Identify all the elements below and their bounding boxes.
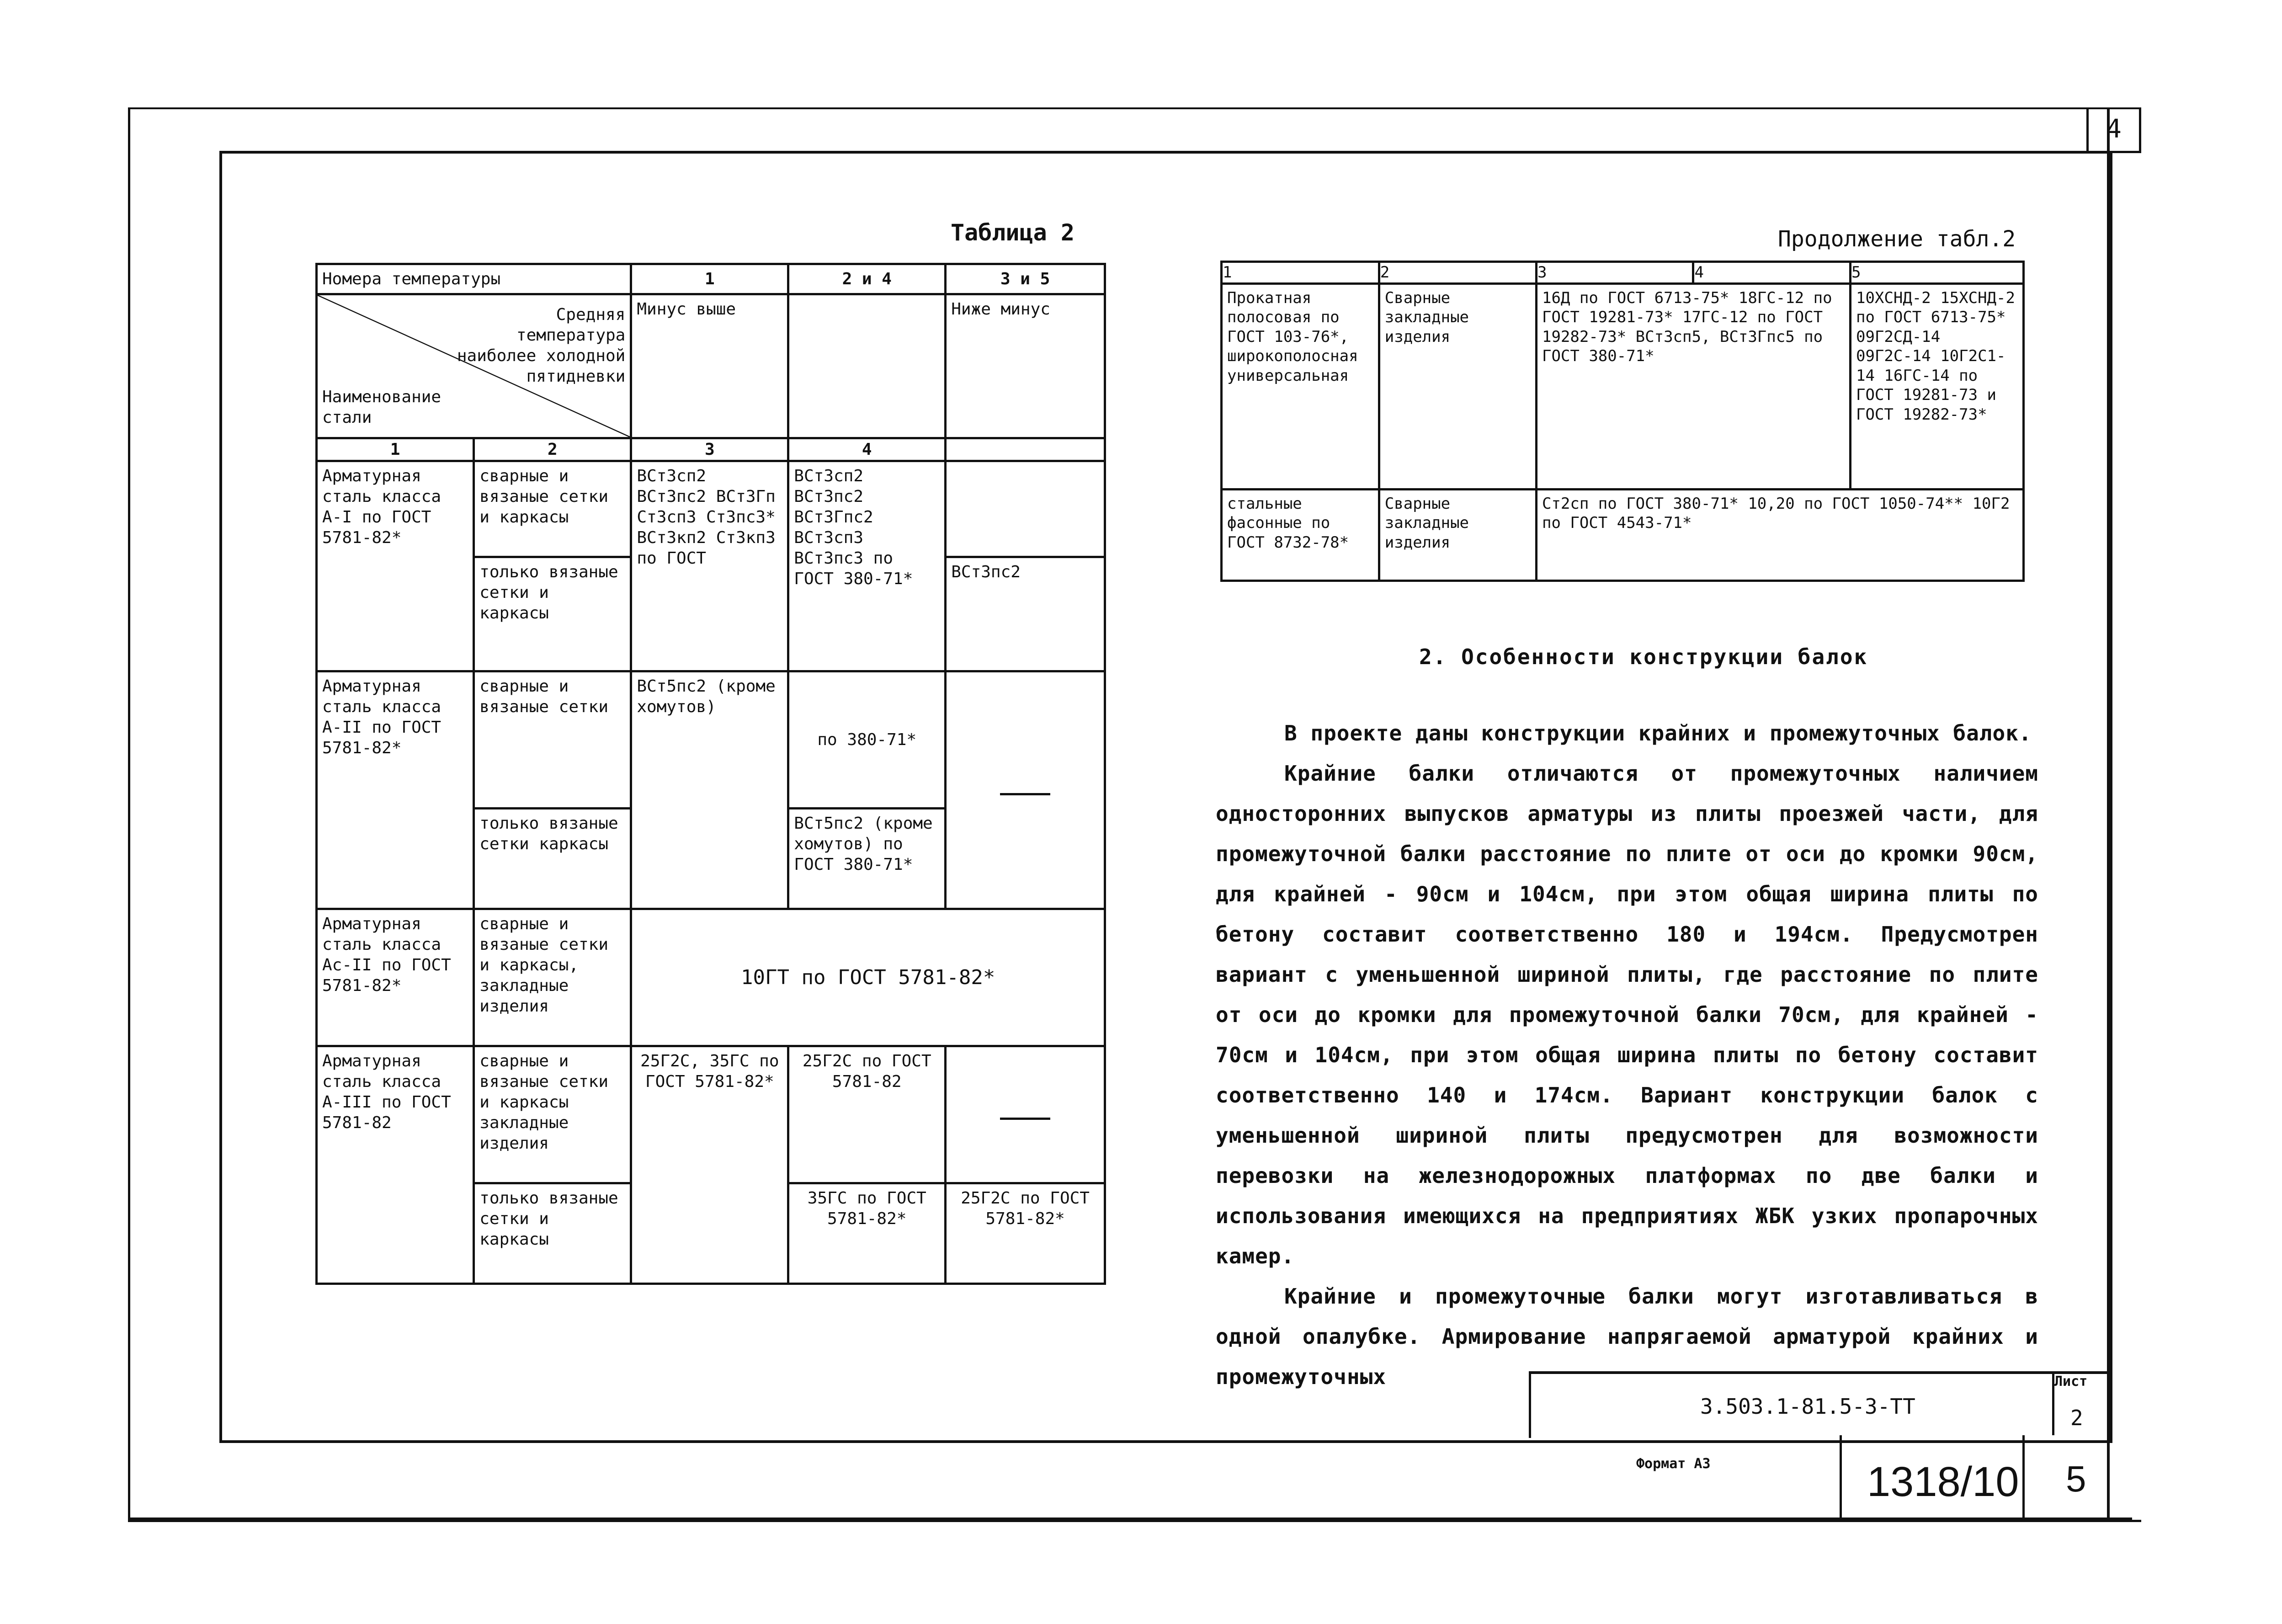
use-type: только вязаные сетки и каркасы [474,1183,631,1284]
table-row [1222,262,2024,284]
table2-row-label: Номера температуры [317,264,631,294]
continuation-table [1220,261,2025,582]
colnum-3: 3 [1536,262,1693,284]
use-type: только вязаные сетки каркасы [474,809,631,909]
dash-mark [1000,1118,1050,1120]
steel-grade: по 380-71* [788,671,946,809]
cont-r2c2: Сварные закладные изделия [1379,489,1536,580]
steel-name: Арматурная сталь класса А-III по ГОСТ 5781-82 [317,1046,474,1284]
table-row [1222,489,2024,580]
cont-r1c34: 16Д по ГОСТ 6713-75* 18ГС-12 по ГОСТ 19281-73* 17ГС-12 по ГОСТ 19282-73* ВСт3сп5, ВСт3Гпс5 по ГОСТ 380-71* [1536,283,1850,489]
diag-bottom-label: Наименование стали [322,388,442,427]
table2 [315,263,1106,1285]
paragraph-1: В проекте даны конструкции крайних и промежуточных балок. [1284,721,2032,745]
section-body [1216,713,2038,1397]
colnum-4: 4 [1693,262,1851,284]
use-type: сварные и вязаные сетки [474,671,631,809]
colnum-2: 2 [474,438,631,461]
paragraph-2: Крайние балки отличаются от промежуточных наличием односторонних выпусков арматуры из плиты проезжей части, для промежуточной балки расстояние по плите от оси до кромки 90см, для крайней - 90см и 104см, при этом общая ширина плиты по бетону составит соответственно 180 и 194см. Предусмотрен вариант с уменьшенной шириной плиты, где расстояние по плите от оси до кромки для промежуточной балки 70см, для крайней - 70см и 104см, при этом общая ширина плиты по бетону составит соответственно 140 и 174см. Вариант конструкции балок с уменьшенной шириной плиты предусмотрен для возможности перевозки на железнодорожных платформах по две балки и использования имеющихся на предприятиях ЖБК узких пропарочных камер. [1216,761,2038,1268]
paragraph-3: Крайние и промежуточные балки могут изготавливаться в одной опалубке. Армирование напрягаемой арматурой крайних и промежуточных [1216,1284,2038,1389]
sheet-label: Лист [2054,1374,2088,1390]
table-row [317,1046,1105,1183]
colnum-3: 3 [631,438,788,461]
document-code: 3.503.1-81.5-3-ТТ [1700,1394,1915,1419]
steel-grade: ВСт5пс2 (кроме хомутов) по ГОСТ 380-71* [788,809,946,909]
colnum-4: 4 [788,438,946,461]
use-type: только вязаные сетки и каркасы [474,557,631,671]
steel-grade: ВСт3пс2 [946,557,1105,671]
temp-col2 [788,294,946,438]
table-row [317,909,1105,1046]
sheet-number: 2 [2070,1406,2083,1430]
table-row [317,671,1105,809]
page-number: 5 [2066,1459,2086,1499]
cont-r2c1: стальные фасонные по ГОСТ 8732-78* [1222,489,1379,580]
steel-name: Арматурная сталь класса Ас-II по ГОСТ 5781-82* [317,909,474,1046]
steel-name: Арматурная сталь класса А-II по ГОСТ 5781-82* [317,671,474,909]
table2-title: Таблица 2 [951,219,1075,246]
steel-grade: 25Г2С по ГОСТ 5781-82 [788,1046,946,1183]
colnum-2: 2 [1379,262,1536,284]
cont-r1c5: 10ХСНД-2 15ХСНД-2 по ГОСТ 6713-75* 09Г2СД-14 09Г2С-14 10Г2С1-14 16ГС-14 по ГОСТ 19281-73 и ГОСТ 19282-73* [1850,283,2023,489]
use-type: сварные и вязаные сетки и каркасы, закладные изделия [474,909,631,1046]
table2-col2-header: 2 и 4 [788,264,946,294]
section-heading: 2. Особенности конструкции балок [1419,644,1868,669]
steel-grade: 25Г2С по ГОСТ 5781-82* [946,1183,1105,1284]
diag-top-label: Средняя температура наиболее холодной пятидневки [457,305,626,386]
colnum-1: 1 [317,438,474,461]
page-corner-number: 4 [2086,107,2141,153]
cont-r1c2: Сварные закладные изделия [1379,283,1536,489]
dash-mark [1000,793,1050,795]
use-type: сварные и вязаные сетки и каркасы [474,461,631,557]
cont-r1c1: Прокатная полосовая по ГОСТ 103-76*, широкополосная универсальная [1222,283,1379,489]
steel-grade: 10ГТ по ГОСТ 5781-82* [631,909,1105,1046]
steel-grade: ВСт3сп2 ВСт3пс2 ВСт3Гп Ст3сп3 Ст3пс3* ВСт3кп2 Ст3кп3 по ГОСТ [631,461,788,671]
table2-col3-header: 3 и 5 [946,264,1105,294]
cont-r2c345: Ст2сп по ГОСТ 380-71* 10,20 по ГОСТ 1050-74** 10Г2 по ГОСТ 4543-71* [1536,489,2023,580]
table2-header-row [317,264,1105,294]
frame-right-line [2107,107,2110,1520]
table2-diag-row [317,294,1105,438]
steel-grade: 35ГС по ГОСТ 5781-82* [788,1183,946,1284]
colnum-1: 1 [1222,262,1379,284]
table2-diagonal-cell [317,294,631,438]
steel-grade: ВСт5пс2 (кроме хомутов) [631,671,788,909]
format-label: Формат А3 [1636,1456,1711,1472]
steel-grade: ВСт3сп2 ВСт3пс2 ВСт3Гпс2 ВСт3сп3 ВСт3пс3 по ГОСТ 380-71* [788,461,946,671]
table-row [317,461,1105,557]
frame-bottom-line [128,1518,2132,1520]
temp-col1: Минус выше [631,294,788,438]
steel-name: Арматурная сталь класса А-I по ГОСТ 5781-82* [317,461,474,671]
table2-colnum-row [317,438,1105,461]
inventory-number: 1318/10 [1867,1459,2019,1505]
steel-grade: 25Г2С, 35ГС по ГОСТ 5781-82* [631,1046,788,1284]
temp-col3: Ниже минус [946,294,1105,438]
table-row [1222,283,2024,489]
colnum-5: 5 [1850,262,2023,284]
use-type: сварные и вязаные сетки и каркасы закладные изделия [474,1046,631,1183]
continuation-title: Продолжение табл.2 [1778,226,2016,252]
table2-col1-header: 1 [631,264,788,294]
